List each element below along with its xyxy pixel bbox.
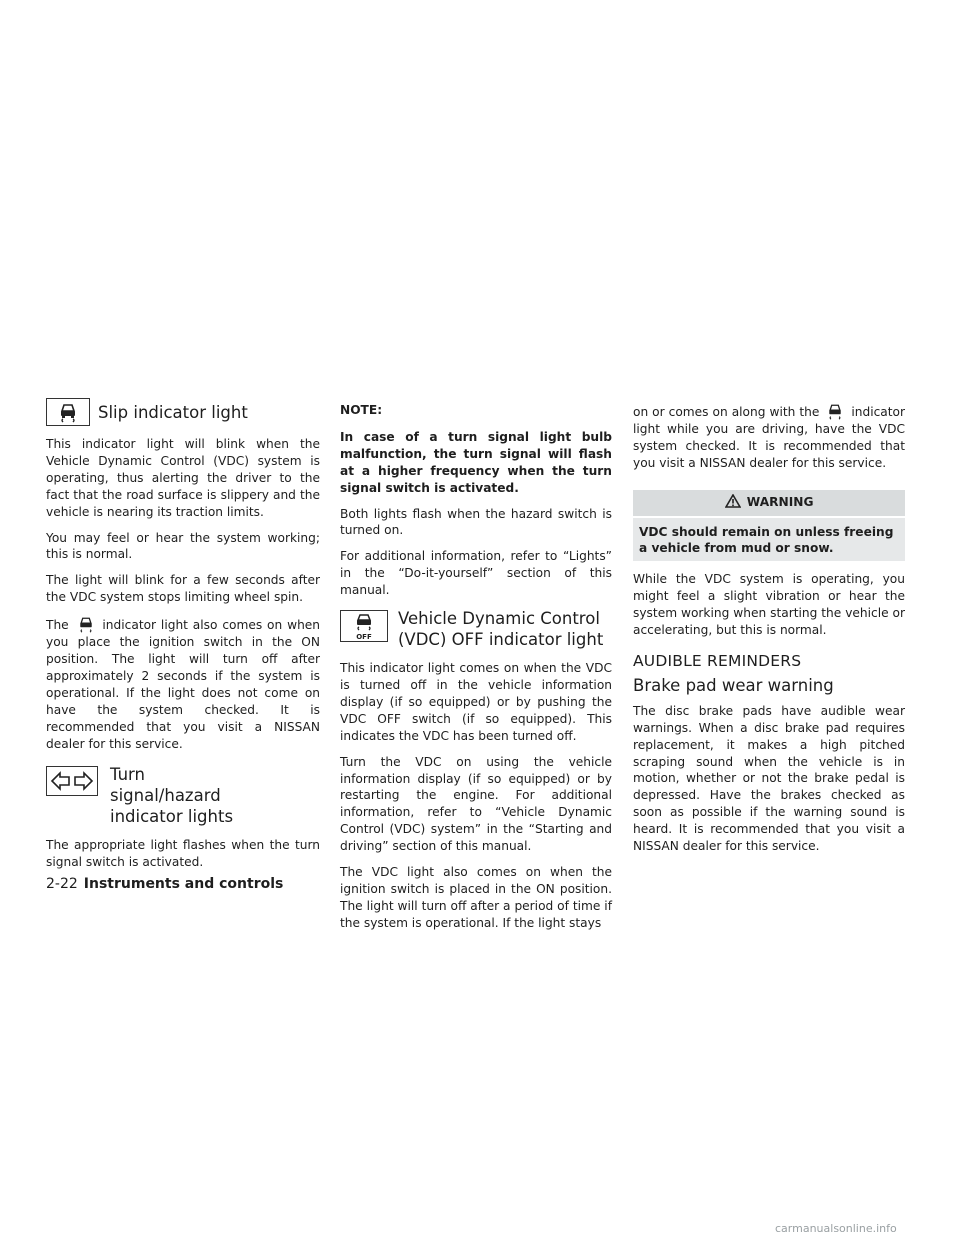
warning-label: WARNING xyxy=(746,494,814,509)
page-number: 2-22 xyxy=(46,876,78,892)
turn-signal-arrows-icon xyxy=(46,766,98,796)
footer-section: Instruments and controls xyxy=(83,876,284,892)
column-2 xyxy=(340,402,612,941)
note-label: NOTE: xyxy=(340,403,383,417)
hazard-paragraph: Both lights flash when the hazard switch is turned on. xyxy=(340,506,612,538)
turn-signal-title: Turn signal/hazard indicator lights xyxy=(110,765,234,827)
slip-indicator-heading xyxy=(46,398,320,426)
audible-reminders-heading: AUDIBLE REMINDERS xyxy=(633,651,802,670)
column-3 xyxy=(633,402,905,864)
vdc-off-icon xyxy=(340,610,388,642)
column-1 xyxy=(46,398,320,880)
svg-text:OFF: OFF xyxy=(356,633,372,641)
turn-signal-paragraph: The appropriate light flashes when the turn signal switch is activated. xyxy=(46,838,320,870)
vdc-off-title: Vehicle Dynamic Control (VDC) OFF indicator light xyxy=(398,609,604,650)
vdc-off-paragraph-3: The VDC light also comes on when the ignition switch is placed in the ON position. The light will turn off after a period of time if the system is operational. If the light stays xyxy=(340,865,612,930)
slip-car-icon xyxy=(825,402,845,420)
warning-header xyxy=(633,490,905,516)
lights-reference-paragraph: For additional information, refer to “Lights” in the “Do-it-yourself” section of this manual. xyxy=(340,549,612,598)
warning-text: VDC should remain on unless freeing a vehicle from mud or snow. xyxy=(633,518,905,562)
watermark: carmanualsonline.info xyxy=(775,1222,897,1235)
warning-triangle-icon xyxy=(725,494,741,508)
slip-paragraph-3: The light will blink for a few seconds after the VDC system stops limiting wheel spin. xyxy=(46,573,320,605)
note-text: In case of a turn signal light bulb malfunction, the turn signal will flash at a higher frequency when the turn signal switch is activated. xyxy=(340,429,612,495)
slip-car-icon xyxy=(46,398,90,426)
slip-car-icon xyxy=(76,615,96,633)
vdc-operating-paragraph: While the VDC system is operating, you might feel a slight vibration or hear the system working when starting the vehicle or accelerating, but this is normal. xyxy=(633,572,905,638)
vdc-off-paragraph-1: This indicator light comes on when the VDC is turned off in the vehicle information display (if so equipped) or by pushing the VDC OFF switch (if so equipped). This indicates the VDC has been turned off. xyxy=(340,661,612,743)
turn-signal-heading xyxy=(46,764,320,827)
brake-pad-heading: Brake pad wear warning xyxy=(633,675,834,695)
page-footer xyxy=(46,876,283,892)
slip-indicator-title: Slip indicator light xyxy=(98,403,248,422)
brake-pad-paragraph: The disc brake pads have audible wear warnings. When a disc brake pad requires replacement, it makes a high pitched scraping sound when the vehicle is in motion, whether or not the brake pedal is depressed. Have the brakes checked as soon as possible if the warning sound is heard. It is recommended that you visit a NISSAN dealer for this service. xyxy=(633,703,905,854)
vdc-off-heading xyxy=(340,608,612,650)
slip-paragraph-1: This indicator light will blink when the Vehicle Dynamic Control (VDC) system is operating, thus alerting the driver to the fact that the road surface is slippery and the vehicle is nearing its traction limits. xyxy=(46,437,320,519)
slip-paragraph-2: You may feel or hear the system working; this is normal. xyxy=(46,530,320,562)
vdc-continue-paragraph: on or comes on along with the indicator light while you are driving, have the VDC system checked. It is recommended that you visit a NISSAN dealer for this service. xyxy=(633,402,905,472)
vdc-off-paragraph-2: Turn the VDC on using the vehicle information display (if so equipped) or by restarting the engine. For additional information, refer to “Vehicle Dynamic Control (VDC) system” in the “Starting and driving” section of this manual. xyxy=(340,754,612,854)
slip-paragraph-4: The indicator light also comes on when you place the ignition switch in the ON position. The light will turn off after approximately 2 seconds if the system is operational. If the light does not come on have the system checked. It is recommended that you visit a NISSAN dealer for this service. xyxy=(46,615,320,752)
